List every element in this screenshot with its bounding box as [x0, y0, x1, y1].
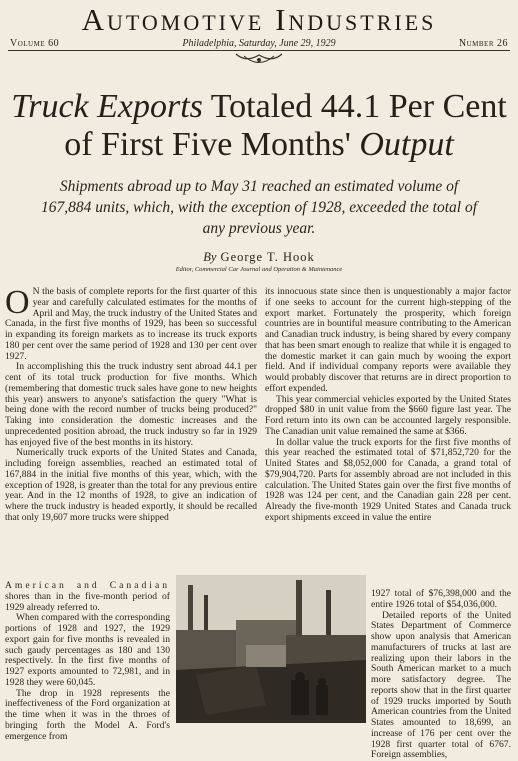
headline-part-1: Truck Exports — [11, 88, 203, 125]
article-headline — [0, 88, 518, 164]
paragraph-continued — [5, 581, 170, 613]
headline-part-2: Totaled 44.1 Per Cent — [203, 88, 507, 125]
right-bottom-column — [371, 589, 511, 761]
dateline: Philadelphia, Saturday, June 29, 1929 — [0, 38, 518, 49]
author-affiliation: Editor, Commercial Car Journal and Operation & Maintenance — [0, 266, 518, 273]
paragraph-continued: 1927 total of $76,398,000 and the entire 1926 total of $54,036,000. — [371, 589, 511, 611]
paragraph: This year commercial vehicles exported by the United States dropped $80 in unit value from the $660 figure last year. The Ford return into its own can be accounted largely responsible. The Canadian unit value remained the same at $366. — [265, 395, 511, 438]
drop-cap: O — [5, 289, 30, 317]
paragraph-continued: its innocuous state since then is unquestionably a major factor if one seeks to account for the current high-stepping of the export market. Fortunately the prosperity, which foreign countries are in bountiful measure contributing to the American and Canadian truck industry, is being shared by every company that has been smart enough to realize that while it is engaged to the domestic market it can gain much by wooing the export field. And if individual company reports were available they would probably discover that returns are in direct proportion to effort expended. — [265, 287, 511, 395]
paragraph: Numerically truck exports of the United States and Canada, including foreign assemblies, reached an estimated total of 167,884 in the initial five months of this year, which, with the exception of 1928, is greater than the total for any previous entire year. And in the 12 months of 1928, to give an indication of where the truck industry is headed exportly, it should be recalled that only 19,607 more trucks were shipped — [5, 448, 257, 523]
left-bottom-column — [5, 581, 170, 742]
right-column — [265, 287, 511, 524]
factory-photo-icon — [176, 575, 366, 723]
paragraph-text: shores than in the five-month period of 1929 already referred to. — [5, 591, 170, 613]
left-column — [5, 287, 257, 524]
publication-title: Automotive Industries — [0, 2, 518, 38]
paragraph: The drop in 1928 represents the ineffectiveness of the Ford organization at the time when it was in the throes of bringing forth the Model A. Ford's emergence from — [5, 689, 170, 743]
ornament-icon — [234, 51, 284, 67]
issue-number: Number 26 — [459, 38, 508, 49]
paragraph-text: N the basis of complete reports for the first quarter of this year and carefully calculated estimates for the months of April and May, the truck industry of the United States and Canada, in the first five months of 1929, has been so successful in expanding its foreign markets as to increase its truck exports 180 per cent over the same period of 1928 and 130 per cent over 1927. — [5, 286, 257, 362]
article-deck: Shipments abroad up to May 31 reached an estimated volume of 167,884 units, which, with the exception of 1928, exceeded the total of any previous year. — [40, 176, 478, 239]
volume-label: Volume 60 — [10, 38, 59, 49]
paragraph: In accomplishing this the truck industry sent abroad 44.1 per cent of its total truck production for five months. Which (remembering that domestic truck sales have gone to new heights this year) answers to anyone's satisfaction the query "What is being done with the record number of trucks being produced?" Taking into consideration the domestic increases and the unprecedented position abroad, the truck industry so far in 1929 has enjoyed five of the best months in its history. — [5, 362, 257, 448]
author-name: George T. Hook — [221, 250, 315, 264]
byline — [0, 250, 518, 265]
paragraph: When compared with the corresponding portions of 1928 and 1927, the 1929 export gain for five months is revealed in such gaudy percentages as 180 and 130 respectively. In the first five months of 1927 exports amounted to 72,981, and in 1928 they were 60,045. — [5, 613, 170, 688]
paragraph: In dollar value the truck exports for the first five months of this year reached the estimated total of $71,852,720 for the United States and $8,052,000 for Canada, a grand total of $79,904,720. Parts for assembly abroad are not included in this calculation. The United States gain over the first five months of 1928 was 124 per cent, and the Canadian gain 228 per cent. Already the five-month 1929 United States and Canada truck export shipments exceed in value the entire — [265, 438, 511, 524]
spaced-lead: American and Canadian — [5, 580, 170, 591]
headline-part-3: of First Five Months' — [64, 126, 359, 163]
paragraph: Detailed reports of the United States Department of Commerce show upon analysis that American manufacturers of trucks at last are realizing upon their labors in the South American market to a much more satisfactory degree. The reports show that in the first quarter of 1929 trucks imported by South American countries from the United States amounted to 18,699, an increase of 176 per cent over the 1928 first quarter total of 6767. Foreign assemblies, — [371, 611, 511, 761]
paragraph — [5, 287, 257, 362]
headline-part-4: Output — [359, 126, 453, 163]
byline-prefix: By — [203, 250, 216, 264]
factory-photo — [176, 575, 366, 723]
